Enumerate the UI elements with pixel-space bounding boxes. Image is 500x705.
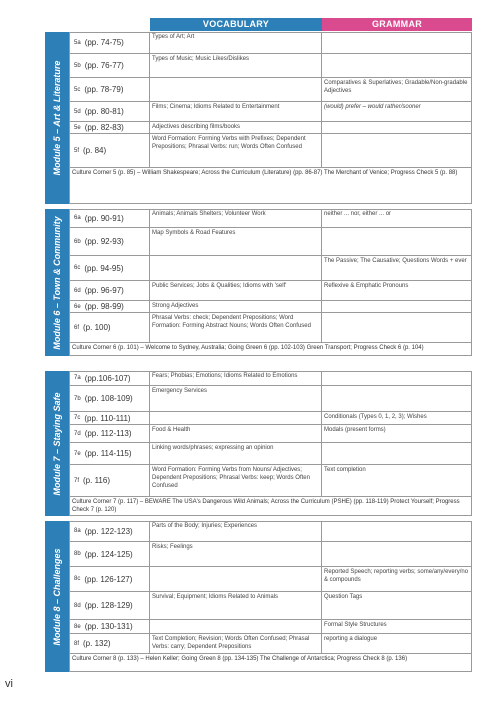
vocab-cell: Animals; Animals Shelters; Volunteer Work	[150, 209, 322, 227]
table-row	[69, 209, 472, 227]
table-row	[69, 442, 472, 464]
lesson-pages: (pp. 92-93)	[84, 237, 124, 246]
lesson-code: 6c	[74, 265, 81, 271]
module-7-band	[45, 371, 69, 516]
page-number: vi	[5, 678, 13, 690]
lesson-pages: (pp. 130-131)	[84, 622, 133, 631]
lesson-code: 8d	[74, 602, 81, 609]
module-6-title: Module 6 – Town & Community	[52, 215, 62, 350]
lesson-code: 6b	[74, 238, 81, 245]
lesson-pages: (pp. 114-115)	[84, 449, 132, 458]
table-row	[69, 133, 472, 167]
lesson-pages: (pp. 76-77)	[84, 61, 124, 70]
lesson-pages: (pp. 122-123)	[84, 526, 133, 536]
grammar-cell: Reported Speech; reporting verbs; some/any/every/no & compounds	[324, 569, 469, 583]
vocabulary-header: VOCABULARY	[150, 18, 322, 31]
module-5-footer: Culture Corner 5 (p. 85) – William Shakespeare; Across the Curriculum (Literature) (pp. 86-87) The Merchant of Venice; Progress Check 5 (p. 88)	[69, 167, 472, 204]
vocab-cell: Emergency Services	[150, 386, 322, 411]
grammar-cell: Question Tags	[324, 594, 363, 600]
grammar-cell: The Passive; The Causative; Questions Words + ever	[324, 258, 467, 264]
vocab-cell: Risks; Feelings	[150, 542, 322, 566]
grammar-header: GRAMMAR	[322, 18, 472, 31]
table-row	[69, 300, 472, 312]
table-row	[69, 411, 472, 424]
lesson-pages: (p. 116)	[83, 476, 110, 485]
table-row	[69, 566, 472, 591]
lesson-code: 7e	[74, 450, 81, 457]
vocab-cell	[150, 567, 322, 591]
grammar-cell: Reflexive & Emphatic Pronouns	[324, 283, 409, 289]
module-5-band	[45, 32, 69, 204]
vocab-cell: Strong Adjectives	[150, 301, 322, 312]
grammar-cell	[322, 54, 472, 77]
lesson-pages: (pp. 128-129)	[84, 601, 133, 610]
lesson-code: 6a	[74, 215, 81, 221]
lesson-code: 7f	[74, 477, 80, 484]
lesson-code: 5d	[74, 108, 81, 115]
lesson-code: 7c	[74, 415, 81, 421]
lesson-code: 5f	[74, 147, 80, 154]
lesson-pages: (p. 132)	[83, 639, 111, 648]
lesson-pages: (pp. 108-109)	[84, 394, 133, 403]
vocab-cell: Parts of the Body; Injuries; Experiences	[150, 521, 322, 541]
vocab-cell: Adjectives describing films/books	[150, 122, 322, 133]
table-row	[69, 227, 472, 255]
grammar-cell: neither ... nor, either ... or	[324, 211, 392, 217]
lesson-code: 7d	[74, 430, 81, 437]
grammar-cell	[322, 134, 472, 167]
grammar-cell	[322, 521, 472, 541]
module-8-band	[45, 521, 69, 672]
vocab-cell: Types of Art; Art	[150, 32, 322, 53]
lesson-code: 8a	[74, 528, 81, 534]
module-5	[45, 32, 472, 204]
table-row	[69, 541, 472, 566]
lesson-code: 8b	[74, 551, 81, 557]
lesson-pages: (pp. 82-83)	[84, 123, 124, 132]
lesson-pages: (pp. 94-95)	[84, 263, 124, 273]
grammar-cell	[322, 542, 472, 566]
vocab-cell: Public Services; Jobs & Qualities; Idioms with 'self'	[150, 281, 322, 300]
module-7	[45, 371, 472, 516]
vocab-cell	[150, 620, 322, 633]
lesson-pages: (p. 100)	[83, 323, 111, 332]
lesson-pages: (pp. 74-75)	[84, 38, 124, 47]
lesson-code: 6f	[74, 324, 80, 331]
table-row	[69, 371, 472, 385]
lesson-pages: (pp. 112-113)	[84, 429, 132, 438]
table-row	[69, 32, 472, 53]
table-row	[69, 77, 472, 101]
grammar-cell: Text completion	[324, 467, 366, 473]
lesson-pages: (pp. 124-125)	[84, 549, 133, 559]
vocab-cell	[150, 412, 322, 424]
vocab-cell: Text Completion; Revision; Words Often Confused; Phrasal Verbs: carry; Dependent Prepositions	[150, 634, 322, 653]
grammar-cell: Modals (present forms)	[324, 427, 386, 433]
module-6	[45, 209, 472, 356]
grammar-cell: Conditionals (Types 0, 1, 2, 3); Wishes	[324, 414, 427, 420]
lesson-code: 6d	[74, 287, 81, 294]
grammar-cell: Formal Style Structures	[324, 622, 387, 628]
module-7-footer: Culture Corner 7 (p. 117) – BEWARE The USA's Dangerous Wild Animals; Across the Curriculum (PSHE) (pp. 118-119) Protect Yourself; Progress Check 7 (p. 120)	[69, 496, 472, 516]
vocab-cell: Films; Cinema; Idioms Related to Entertainment	[150, 102, 322, 121]
grammar-cell	[322, 228, 472, 255]
vocab-cell: Linking words/phrases; expressing an opinion	[150, 443, 322, 464]
lesson-code: 6e	[74, 303, 81, 310]
lesson-code: 8e	[74, 623, 81, 630]
table-row	[69, 312, 472, 342]
lesson-code: 5b	[74, 62, 81, 69]
lesson-pages: (pp. 96-97)	[84, 286, 124, 295]
lesson-pages: (pp. 98-99)	[84, 302, 124, 311]
vocab-cell: Map Symbols & Road Features	[150, 228, 322, 255]
table-row	[69, 53, 472, 77]
grammar-cell: (would) prefer – would rather/sooner	[324, 104, 421, 110]
lesson-pages: (pp. 90-91)	[84, 213, 124, 223]
table-row	[69, 101, 472, 121]
lesson-pages: (p. 84)	[83, 146, 107, 155]
grammar-cell	[322, 371, 472, 385]
table-row	[69, 121, 472, 133]
module-7-title: Module 7 – Staying Safe	[52, 391, 62, 496]
vocab-cell: Phrasal Verbs: check; Dependent Prepositions; Word Formation: Forming Abstract Nouns; Words Often Confused	[150, 313, 322, 342]
grammar-cell	[322, 313, 472, 342]
lesson-pages: (pp.106-107)	[84, 373, 131, 383]
grammar-cell	[322, 122, 472, 133]
table-row	[69, 619, 472, 633]
lesson-pages: (pp. 110-111)	[84, 413, 131, 423]
vocab-cell: Food & Health	[150, 425, 322, 442]
lesson-code: 7a	[74, 375, 81, 381]
table-row	[69, 424, 472, 442]
table-row	[69, 464, 472, 496]
grammar-cell	[322, 301, 472, 312]
lesson-code: 5e	[74, 124, 81, 131]
lesson-code: 7b	[74, 395, 81, 402]
lesson-code: 5c	[74, 86, 81, 93]
grammar-cell: Comparatives & Superlatives; Gradable/Non-gradable Adjectives	[324, 80, 468, 94]
lesson-pages: (pp. 80-81)	[84, 107, 124, 116]
table-row	[69, 521, 472, 541]
table-row	[69, 385, 472, 411]
module-8	[45, 521, 472, 672]
grammar-cell	[322, 386, 472, 411]
vocab-cell	[150, 78, 322, 101]
module-6-band	[45, 209, 69, 356]
table-row	[69, 255, 472, 280]
lesson-code: 8f	[74, 640, 80, 647]
table-row	[69, 633, 472, 653]
lesson-pages: (pp. 126-127)	[84, 574, 133, 584]
vocab-cell: Word Formation: Forming Verbs from Nouns/ Adjectives; Dependent Prepositions; Phrasal Verbs: keep; Words Often Confused	[150, 465, 322, 496]
table-row	[69, 591, 472, 619]
grammar-cell: reporting a dialogue	[324, 636, 378, 642]
module-8-title: Module 8 – Challenges	[52, 547, 62, 646]
grammar-cell	[322, 443, 472, 464]
vocab-cell: Fears; Phobias; Emotions; Idioms Related to Emotions	[150, 371, 322, 385]
module-8-footer: Culture Corner 8 (p. 133) – Helen Keller; Going Green 8 (pp. 134-135) The Challenge of Antarctica; Progress Check 8 (p. 136)	[69, 653, 472, 672]
module-5-title: Module 5 – Art & Literature	[52, 60, 62, 176]
lesson-code: 5a	[74, 39, 81, 46]
module-6-footer: Culture Corner 6 (p. 101) – Welcome to Sydney, Australia; Going Green 6 (pp. 102-103) Green Transport; Progress Check 6 (p. 104)	[69, 342, 472, 356]
table-row	[69, 280, 472, 300]
lesson-pages: (pp. 78-79)	[84, 85, 124, 94]
vocab-cell: Types of Music; Music Likes/Dislikes	[150, 54, 322, 77]
vocab-cell: Survival; Equipment; Idioms Related to Animals	[150, 592, 322, 619]
vocab-cell	[150, 256, 322, 280]
lesson-code: 8c	[74, 576, 81, 582]
vocab-cell: Word Formation: Forming Verbs with Prefixes; Dependent Prepositions; Phrasal Verbs: run; Words Often Confused	[150, 134, 322, 167]
grammar-cell	[322, 32, 472, 53]
